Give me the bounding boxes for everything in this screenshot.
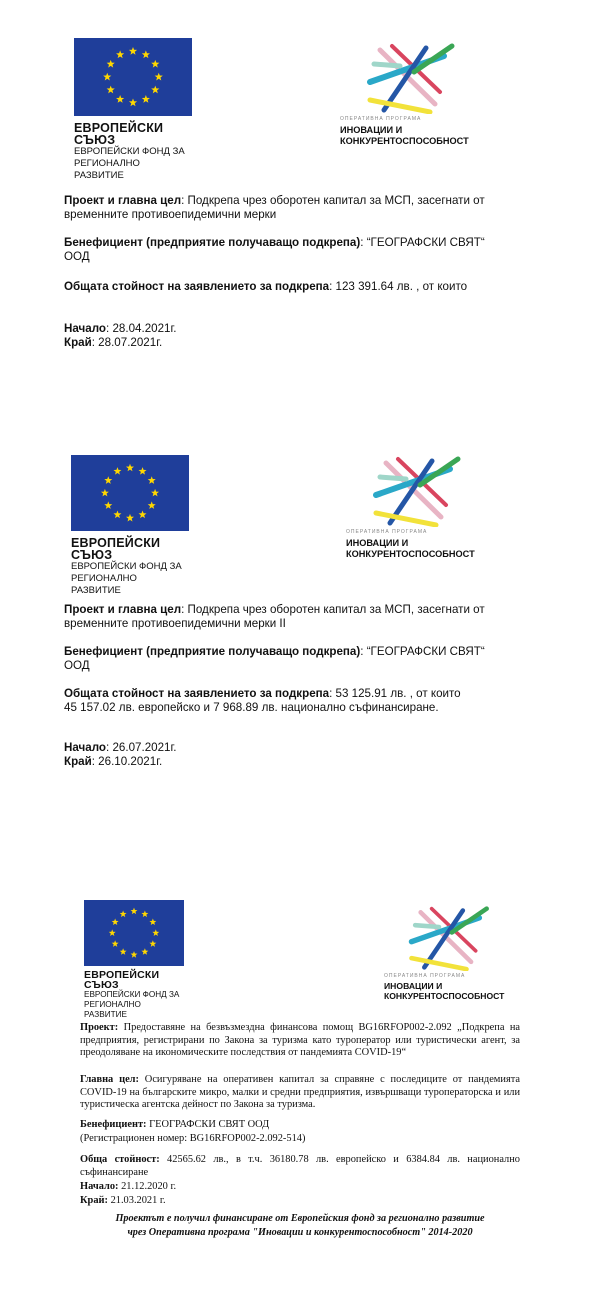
eu-logo: [71, 455, 189, 597]
eu-name: ЕВРОПЕЙСКИ СЪЮЗ: [84, 969, 160, 991]
eu-star: [141, 911, 148, 918]
op-name-1: ИНОВАЦИИ И: [346, 538, 409, 548]
eu-star: [141, 948, 148, 955]
eu-star: [107, 86, 115, 94]
op-name-2: КОНКУРЕНТОСПОСОБНОСТ: [346, 549, 475, 559]
eu-star: [148, 476, 156, 484]
eu-star: [151, 489, 159, 497]
total-value: Общата стойност на заявлението за подкрепа: 123 391.64 лв. , от които: [64, 280, 468, 293]
eu-star: [104, 501, 112, 509]
funding-note: Проектът е получил финансиране от Европейския фонд за регионално развитие чрез Оперативна програма "Иновации и конкурентоспособност" 2014-2020: [115, 1213, 485, 1238]
eu-star: [131, 908, 138, 915]
op-emblem-icon: [384, 905, 494, 971]
eu-fund-2: РЕГИОНАЛНО РАЗВИТИЕ: [71, 573, 137, 596]
eu-flag-icon: [84, 900, 184, 966]
eu-star: [139, 511, 147, 519]
emblem-stroke: [370, 100, 430, 112]
eu-star: [112, 918, 119, 925]
eu-fund: ЕВРОПЕЙСКИ ФОНД ЗА: [74, 146, 185, 157]
main-goal: Главна цел: Осигуряване на оперативен капитал за справяне с последиците от пандемията COVID-19 на българските микро, малки и средни предприятия, извършващи туроператорска и или туристическа агентска дейност по Закона за туризма.: [80, 1074, 520, 1110]
emblem-stroke: [374, 64, 400, 66]
emblem-stroke: [412, 958, 467, 969]
eu-star: [139, 467, 147, 475]
op-logo: [346, 455, 496, 560]
eu-star: [142, 50, 150, 58]
end-date: Край: 28.07.2021г.: [64, 336, 163, 349]
start-date: Начало: 26.07.2021г.: [64, 741, 177, 754]
eu-name: ЕВРОПЕЙСКИ СЪЮЗ: [74, 121, 164, 147]
end-date: Край: 21.03.2021 г.: [80, 1195, 166, 1206]
eu-star: [116, 95, 124, 103]
registration-number: (Регистрационен номер: BG16RFOP002-2.092-514): [80, 1133, 306, 1144]
eu-flag-icon: [71, 455, 189, 531]
op-emblem-icon: [346, 455, 466, 527]
eu-star: [120, 911, 127, 918]
op-small-label: ОПЕРАТИВНА ПРОГРАМА: [384, 973, 466, 979]
eu-star: [129, 98, 137, 106]
total-value: Обща стойност: 42565.62 лв., в т.ч. 36180.78 лв. европейско и 6384.84 лв. национално съфинансиране: [80, 1154, 521, 1178]
emblem-stroke: [380, 477, 406, 479]
eu-star: [155, 73, 163, 81]
op-name-2: КОНКУРЕНТОСПОСОБНОСТ: [384, 991, 505, 1001]
eu-star: [107, 60, 115, 68]
op-name-1: ИНОВАЦИИ И: [340, 125, 403, 135]
total-value: Общата стойност на заявлението за подкрепа: 53 125.91 лв. , от които 45 157.02 лв. европейско и 7 968.89 лв. национално съфинансиране.: [64, 687, 461, 714]
start-date: Начало: 21.12.2020 г.: [80, 1181, 177, 1192]
beneficiary: Бенефициент: ГЕОГРАФСКИ СВЯТ ООД: [80, 1119, 270, 1130]
project-description: Проект: Предоставяне на безвъзмездна финансова помощ BG16RFOP002-2.092 „Подкрепа на предприятия, регистрирани по Закона за туризма като туроператор или туристически агент, за преодоляване на икономическите последствия от пандемията COVID-19“: [80, 1022, 520, 1058]
eu-star: [149, 918, 156, 925]
beneficiary: Бенефициент (предприятие получаващо подкрепа): “ГЕОГРАФСКИ СВЯТ“ ООД: [64, 645, 485, 672]
op-small-label: ОПЕРАТИВНА ПРОГРАМА: [340, 116, 422, 122]
eu-star: [112, 940, 119, 947]
eu-logo: [84, 900, 184, 1020]
project-goal: Проект и главна цел: Подкрепа чрез оборотен капитал за МСП, засегнати от временните противоепидемични мерки: [64, 194, 485, 221]
eu-star: [131, 951, 138, 958]
beneficiary: Бенефициент (предприятие получаващо подкрепа): “ГЕОГРАФСКИ СВЯТ“ ООД: [64, 236, 485, 263]
eu-star: [120, 948, 127, 955]
eu-star: [104, 476, 112, 484]
eu-star: [151, 86, 159, 94]
eu-star: [126, 464, 134, 472]
eu-name: ЕВРОПЕЙСКИ СЪЮЗ: [71, 536, 161, 562]
eu-star: [109, 929, 116, 936]
eu-flag-icon: [74, 38, 192, 116]
eu-fund: ЕВРОПЕЙСКИ ФОНД ЗА: [84, 990, 180, 999]
op-small-label: ОПЕРАТИВНА ПРОГРАМА: [346, 529, 428, 535]
eu-fund-2: РЕГИОНАЛНО РАЗВИТИЕ: [74, 158, 140, 181]
eu-star: [113, 511, 121, 519]
emblem-stroke: [415, 925, 439, 927]
op-name-1: ИНОВАЦИИ И: [384, 981, 443, 991]
eu-star: [149, 940, 156, 947]
eu-fund-2: РЕГИОНАЛНО РАЗВИТИЕ: [84, 1000, 141, 1019]
op-logo: [340, 42, 490, 147]
eu-star: [103, 73, 111, 81]
eu-star: [116, 50, 124, 58]
eu-star: [152, 929, 159, 936]
eu-star: [113, 467, 121, 475]
end-date: Край: 26.10.2021г.: [64, 755, 163, 768]
eu-star: [126, 514, 134, 522]
op-name-2: КОНКУРЕНТОСПОСОБНОСТ: [340, 136, 469, 146]
eu-star: [129, 47, 137, 55]
eu-logo: [74, 38, 192, 182]
op-emblem-icon: [340, 42, 460, 114]
eu-star: [148, 501, 156, 509]
eu-star: [151, 60, 159, 68]
eu-fund: ЕВРОПЕЙСКИ ФОНД ЗА: [71, 561, 182, 572]
project-goal: Проект и главна цел: Подкрепа чрез оборотен капитал за МСП, засегнати от временните противоепидемични мерки II: [64, 603, 485, 630]
emblem-stroke: [376, 513, 436, 525]
eu-star: [101, 489, 109, 497]
op-logo: [384, 905, 534, 1001]
start-date: Начало: 28.04.2021г.: [64, 322, 177, 335]
eu-star: [142, 95, 150, 103]
